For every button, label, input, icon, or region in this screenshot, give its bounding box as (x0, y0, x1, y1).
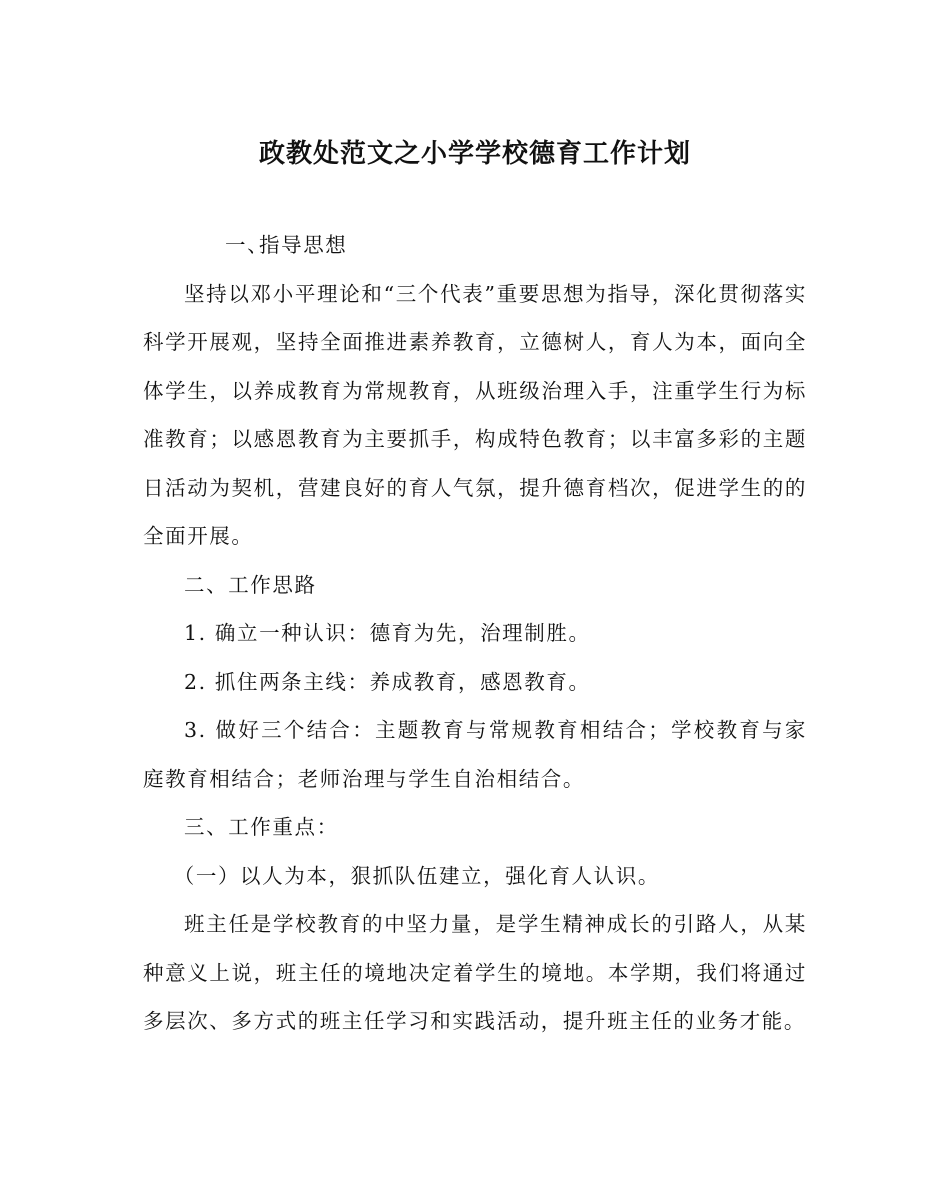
approach-item-2: 2. 抓住两条主线：养成教育，感恩教育。 (184, 669, 591, 694)
approach-item-1: 1. 确立一种认识：德育为先，治理制胜。 (184, 621, 591, 645)
section-heading-work-focus: 三、工作重点： (184, 815, 339, 839)
document-body (143, 221, 807, 1046)
section-heading-text: 指导思想 (259, 233, 348, 257)
subsection-1-paragraph: 班主任是学校教育的中坚力量，是学生精神成长的引路人，从某种意义上说，班主任的境地决定着学生的境地。本学期，我们将通过多层次、多方式的班主任学习和实践活动，提升班主任的业务才能。 (143, 912, 807, 1033)
document-title: 政教处范文之小学学校德育工作计划 (258, 139, 691, 169)
section-heading-work-approach: 二、工作思路 (184, 572, 317, 597)
subsection-heading-1: （一）以人为本，狠抓队伍建立，强化育人认识。 (173, 863, 660, 888)
approach-item-3: 3. 做好三个结合：主题教育与常规教育相结合；学校教育与家庭教育相结合；老师治理与学生自治相结合。 (143, 718, 807, 791)
section-number: 一、 (225, 233, 270, 257)
guiding-thought-paragraph: 坚持以邓小平理论和“三个代表”重要思想为指导，深化贯彻落实科学开展观，坚持全面推进素养教育，立德树人，育人为本，面向全体学生，以养成教育为常规教育，从班级治理入手，注重学生行为标准教育；以感恩教育为主要抓手，构成特色教育；以丰富多彩的主题日活动为契机，营建良好的育人气氛，提升德育档次，促进学生的的全面开展。 (143, 281, 807, 548)
section-heading-guiding-thought (143, 221, 807, 270)
